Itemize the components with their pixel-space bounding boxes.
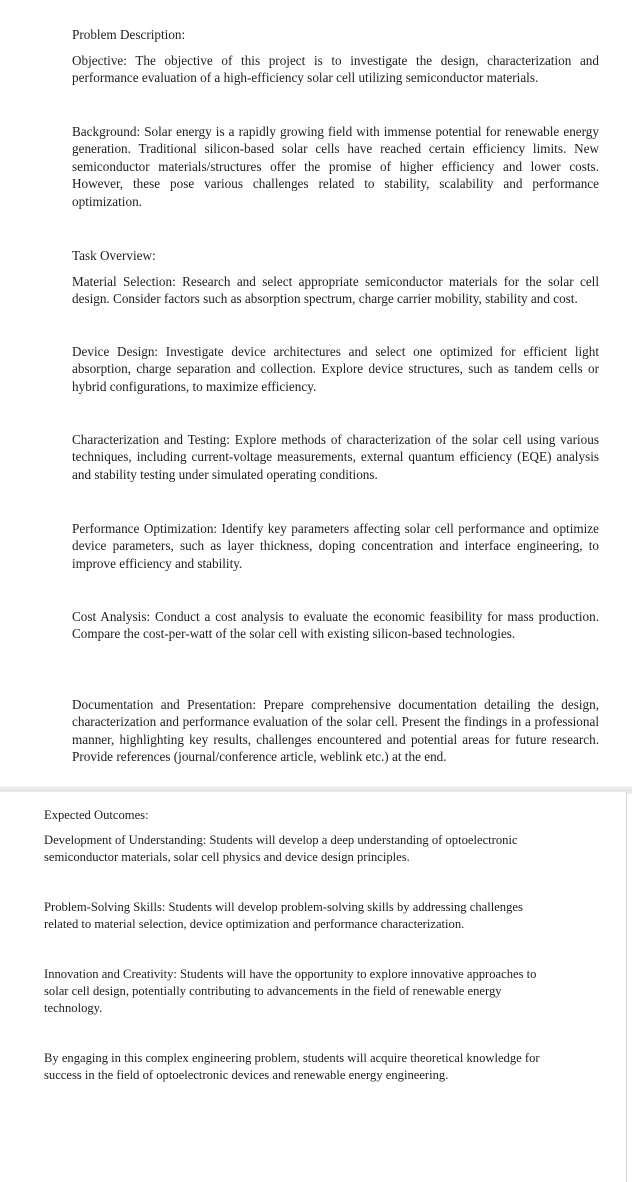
material-selection-paragraph: Material Selection: Research and select appropriate semiconductor materials for the solar cell design. Consider factors such as absorption spectrum, charge carrier mobility, stability and cost. bbox=[72, 274, 599, 307]
objective-paragraph: Objective: The objective of this project is to investigate the design, characterization and performance evaluation of a high-efficiency solar cell utilizing semiconductor materials. bbox=[72, 53, 599, 86]
problem-description-heading: Problem Description: bbox=[72, 27, 186, 42]
closing-paragraph: By engaging in this complex engineering problem, students will acquire theoretical knowledge for success in the field of optoelectronic devices and renewable energy engineering. bbox=[44, 1051, 540, 1082]
documentation-presentation-paragraph: Documentation and Presentation: Prepare comprehensive documentation detailing the design, characterization and performance evaluation of the solar cell. Present the findings in a professional manner, highlighting key results, challenges encountered and potential areas for future research. Provide references (journal/conference article, weblink etc.) at the end. bbox=[72, 697, 599, 765]
performance-optimization-paragraph: Performance Optimization: Identify key parameters affecting solar cell performance and optimize device parameters, such as layer thickness, doping concentration and interface engineering, to improve efficiency and stability. bbox=[72, 521, 599, 571]
device-design-paragraph: Device Design: Investigate device architectures and select one optimized for efficient light absorption, charge separation and collection. Explore device structures, such as tandem cells or hybrid configurations, to maximize efficiency. bbox=[72, 344, 599, 394]
problem-solving-paragraph: Problem-Solving Skills: Students will develop problem-solving skills by addressing challenges related to material selection, device optimization and performance characterization. bbox=[44, 900, 523, 931]
cost-analysis-paragraph: Cost Analysis: Conduct a cost analysis to evaluate the economic feasibility for mass production. Compare the cost-per-watt of the solar cell with existing silicon-based technologies. bbox=[72, 609, 599, 642]
background-paragraph: Background: Solar energy is a rapidly growing field with immense potential for renewable energy generation. Traditional silicon-based solar cells have reached certain efficiency limits. New semiconductor materials/structures offer the promise of higher efficiency and lower costs. However, these pose various challenges related to stability, scalability and performance optimization. bbox=[72, 124, 599, 209]
innovation-creativity-paragraph: Innovation and Creativity: Students will have the opportunity to explore innovative approaches to solar cell design, potentially contributing to advancements in the field of renewable energy technology. bbox=[44, 967, 537, 1015]
understanding-paragraph: Development of Understanding: Students will develop a deep understanding of optoelectronic semiconductor materials, solar cell physics and device design principles. bbox=[44, 833, 518, 864]
characterization-testing-paragraph: Characterization and Testing: Explore methods of characterization of the solar cell using various techniques, including current-voltage measurements, external quantum efficiency (EQE) analysis and stability testing under simulated operating conditions. bbox=[72, 432, 599, 482]
expected-outcomes-heading: Expected Outcomes: bbox=[44, 808, 149, 822]
task-overview-heading: Task Overview: bbox=[72, 248, 156, 263]
document-page-2 bbox=[0, 792, 627, 1182]
